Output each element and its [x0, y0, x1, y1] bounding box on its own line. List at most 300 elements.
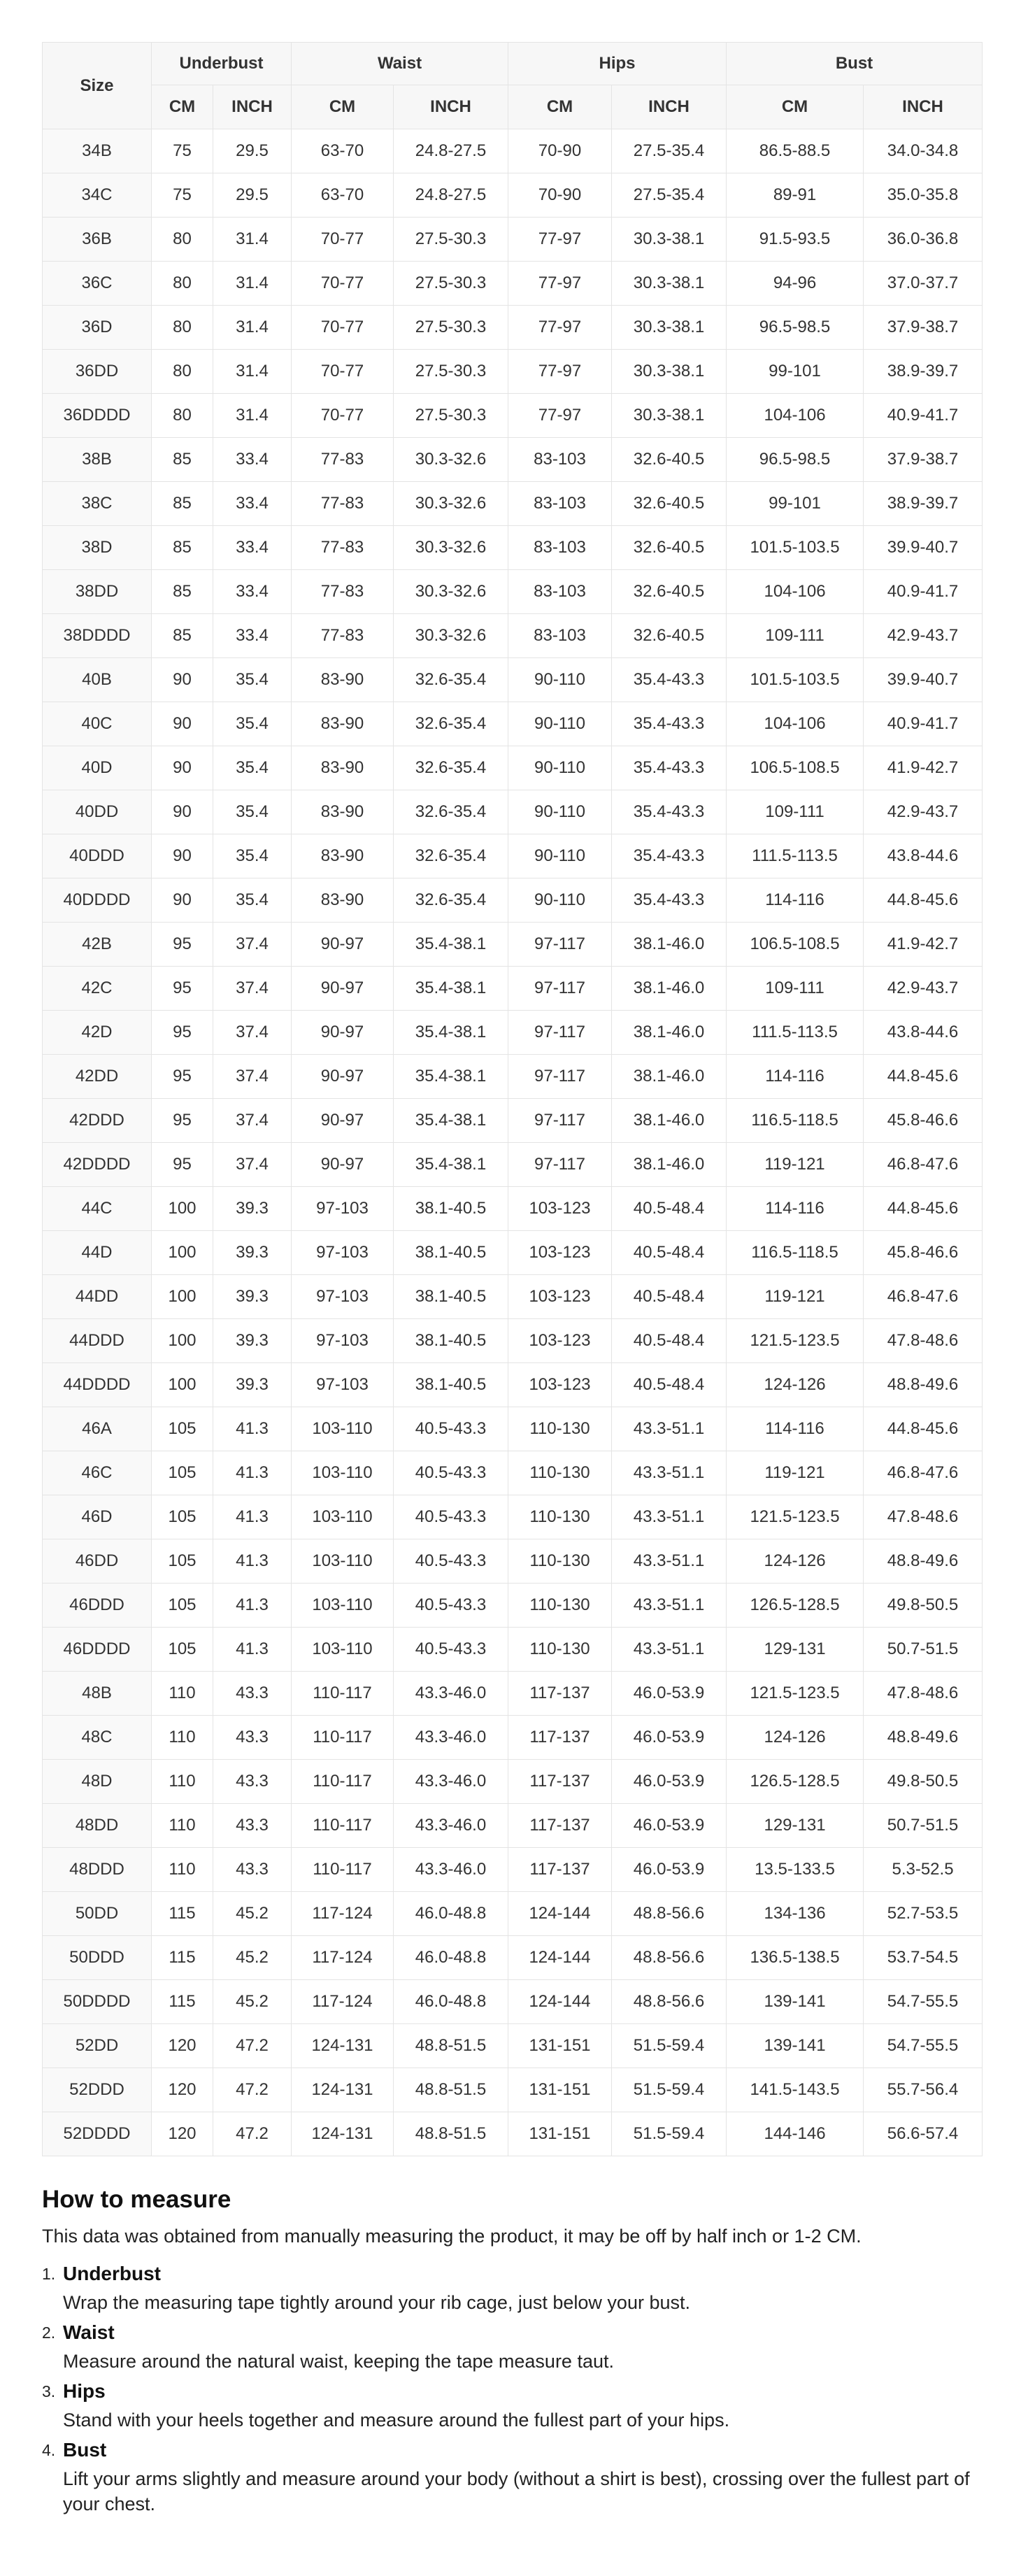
waist-inch-cell: 32.6-35.4	[394, 658, 508, 702]
size-cell: 42DDD	[43, 1099, 152, 1143]
waist-inch-cell: 30.3-32.6	[394, 438, 508, 482]
size-cell: 46C	[43, 1451, 152, 1495]
bust-cm-cell: 101.5-103.5	[727, 658, 864, 702]
bust-inch-cell: 43.8-44.6	[864, 1011, 983, 1055]
bust-inch-cell: 48.8-49.6	[864, 1539, 983, 1584]
bust-inch-cell: 40.9-41.7	[864, 702, 983, 746]
underbust-cm-cell: 85	[152, 570, 213, 614]
size-cell: 44DDD	[43, 1319, 152, 1363]
hips-inch-cell: 38.1-46.0	[612, 1099, 727, 1143]
size-cell: 42D	[43, 1011, 152, 1055]
underbust-cm-cell: 90	[152, 746, 213, 790]
bust-cm-cell: 86.5-88.5	[727, 129, 864, 173]
bust-inch-cell: 37.0-37.7	[864, 262, 983, 306]
bust-cm-cell: 126.5-128.5	[727, 1760, 864, 1804]
bust-inch-cell: 47.8-48.6	[864, 1319, 983, 1363]
size-cell: 38C	[43, 482, 152, 526]
hips-cm-cell: 117-137	[508, 1716, 612, 1760]
underbust-cm-cell: 80	[152, 350, 213, 394]
waist-inch-cell: 30.3-32.6	[394, 570, 508, 614]
underbust-cm-cell: 75	[152, 173, 213, 218]
bust-inch-cell: 37.9-38.7	[864, 306, 983, 350]
bust-cm-cell: 114-116	[727, 1407, 864, 1451]
underbust-inch-cell: 33.4	[213, 570, 292, 614]
underbust-inch-cell: 39.3	[213, 1363, 292, 1407]
bust-inch-cell: 43.8-44.6	[864, 834, 983, 878]
underbust-inch-cell: 47.2	[213, 2112, 292, 2156]
table-row	[43, 438, 983, 482]
underbust-cm-cell: 75	[152, 129, 213, 173]
size-cell: 50DDDD	[43, 1980, 152, 2024]
hips-inch-cell: 35.4-43.3	[612, 834, 727, 878]
hips-cm-cell: 90-110	[508, 658, 612, 702]
underbust-cm-cell: 110	[152, 1672, 213, 1716]
waist-inch-cell: 27.5-30.3	[394, 218, 508, 262]
underbust-inch-cell: 37.4	[213, 1055, 292, 1099]
hips-inch-cell: 38.1-46.0	[612, 967, 727, 1011]
hips-cm-cell: 77-97	[508, 218, 612, 262]
waist-inch-cell: 35.4-38.1	[394, 1055, 508, 1099]
underbust-cm-cell: 85	[152, 482, 213, 526]
bust-cm-cell: 144-146	[727, 2112, 864, 2156]
bust-inch-cell: 39.9-40.7	[864, 658, 983, 702]
waist-inch-cell: 35.4-38.1	[394, 967, 508, 1011]
unit-header: INCH	[213, 85, 292, 129]
size-cell: 42C	[43, 967, 152, 1011]
hips-inch-cell: 27.5-35.4	[612, 173, 727, 218]
hips-inch-cell: 43.3-51.1	[612, 1628, 727, 1672]
waist-cm-cell: 110-117	[292, 1848, 394, 1892]
step-number: 2.	[42, 2324, 56, 2342]
size-cell: 40B	[43, 658, 152, 702]
waist-cm-cell: 103-110	[292, 1628, 394, 1672]
bust-inch-cell: 41.9-42.7	[864, 923, 983, 967]
hips-cm-cell: 90-110	[508, 746, 612, 790]
bust-inch-cell: 45.8-46.6	[864, 1231, 983, 1275]
waist-cm-cell: 77-83	[292, 482, 394, 526]
underbust-cm-cell: 105	[152, 1584, 213, 1628]
waist-inch-cell: 43.3-46.0	[394, 1760, 508, 1804]
size-cell: 42DDDD	[43, 1143, 152, 1187]
underbust-cm-cell: 95	[152, 1099, 213, 1143]
hips-cm-cell: 110-130	[508, 1407, 612, 1451]
underbust-inch-cell: 31.4	[213, 306, 292, 350]
waist-inch-cell: 38.1-40.5	[394, 1275, 508, 1319]
hips-cm-cell: 131-151	[508, 2068, 612, 2112]
size-cell: 38DD	[43, 570, 152, 614]
hips-cm-cell: 77-97	[508, 394, 612, 438]
waist-cm-cell: 90-97	[292, 1011, 394, 1055]
table-row	[43, 1539, 983, 1584]
waist-cm-cell: 97-103	[292, 1275, 394, 1319]
size-cell: 36DD	[43, 350, 152, 394]
hips-cm-cell: 110-130	[508, 1628, 612, 1672]
bust-cm-cell: 121.5-123.5	[727, 1672, 864, 1716]
size-cell: 52DDDD	[43, 2112, 152, 2156]
underbust-cm-cell: 110	[152, 1716, 213, 1760]
underbust-inch-cell: 35.4	[213, 746, 292, 790]
waist-inch-cell: 40.5-43.3	[394, 1539, 508, 1584]
size-cell: 48B	[43, 1672, 152, 1716]
waist-cm-cell: 77-83	[292, 614, 394, 658]
hips-cm-cell: 117-137	[508, 1804, 612, 1848]
waist-cm-cell: 83-90	[292, 746, 394, 790]
underbust-inch-cell: 37.4	[213, 923, 292, 967]
waist-inch-cell: 48.8-51.5	[394, 2112, 508, 2156]
bust-cm-cell: 141.5-143.5	[727, 2068, 864, 2112]
bust-inch-cell: 54.7-55.5	[864, 1980, 983, 2024]
waist-cm-cell: 103-110	[292, 1584, 394, 1628]
bust-cm-cell: 124-126	[727, 1539, 864, 1584]
waist-cm-cell: 90-97	[292, 967, 394, 1011]
hips-cm-cell: 97-117	[508, 967, 612, 1011]
size-cell: 40DDD	[43, 834, 152, 878]
waist-cm-cell: 97-103	[292, 1187, 394, 1231]
bust-cm-cell: 126.5-128.5	[727, 1584, 864, 1628]
underbust-inch-cell: 41.3	[213, 1451, 292, 1495]
bust-cm-cell: 96.5-98.5	[727, 438, 864, 482]
table-row	[43, 1319, 983, 1363]
waist-cm-cell: 97-103	[292, 1363, 394, 1407]
size-cell: 38B	[43, 438, 152, 482]
size-cell: 46DDDD	[43, 1628, 152, 1672]
underbust-inch-cell: 29.5	[213, 129, 292, 173]
underbust-inch-cell: 33.4	[213, 438, 292, 482]
table-row	[43, 923, 983, 967]
hips-cm-cell: 103-123	[508, 1231, 612, 1275]
underbust-cm-cell: 95	[152, 1143, 213, 1187]
how-to-measure-section	[42, 2184, 982, 2521]
hips-inch-cell: 30.3-38.1	[612, 394, 727, 438]
waist-cm-cell: 103-110	[292, 1539, 394, 1584]
table-row	[43, 1187, 983, 1231]
unit-header: CM	[152, 85, 213, 129]
bust-cm-cell: 111.5-113.5	[727, 1011, 864, 1055]
waist-inch-cell: 43.3-46.0	[394, 1716, 508, 1760]
underbust-cm-cell: 100	[152, 1275, 213, 1319]
hips-cm-cell: 124-144	[508, 1980, 612, 2024]
size-chart-table	[42, 42, 983, 2156]
waist-cm-cell: 90-97	[292, 923, 394, 967]
size-cell: 38DDDD	[43, 614, 152, 658]
bust-cm-cell: 121.5-123.5	[727, 1495, 864, 1539]
hips-cm-cell: 131-151	[508, 2112, 612, 2156]
bust-header: Bust	[727, 43, 983, 85]
hips-cm-cell: 117-137	[508, 1848, 612, 1892]
hips-inch-cell: 48.8-56.6	[612, 1980, 727, 2024]
waist-inch-cell: 46.0-48.8	[394, 1892, 508, 1936]
bust-cm-cell: 119-121	[727, 1451, 864, 1495]
size-header: Size	[43, 43, 152, 129]
size-cell: 44DDDD	[43, 1363, 152, 1407]
table-row	[43, 306, 983, 350]
underbust-cm-cell: 95	[152, 1055, 213, 1099]
waist-inch-cell: 43.3-46.0	[394, 1672, 508, 1716]
size-cell: 36B	[43, 218, 152, 262]
underbust-inch-cell: 41.3	[213, 1539, 292, 1584]
bust-inch-cell: 46.8-47.6	[864, 1143, 983, 1187]
hips-cm-cell: 90-110	[508, 834, 612, 878]
waist-inch-cell: 40.5-43.3	[394, 1628, 508, 1672]
hips-cm-cell: 117-137	[508, 1760, 612, 1804]
underbust-inch-cell: 43.3	[213, 1760, 292, 1804]
waist-cm-cell: 70-77	[292, 306, 394, 350]
table-row	[43, 218, 983, 262]
bust-cm-cell: 104-106	[727, 702, 864, 746]
hips-cm-cell: 77-97	[508, 350, 612, 394]
size-cell: 40DDDD	[43, 878, 152, 923]
waist-cm-cell: 83-90	[292, 658, 394, 702]
bust-cm-cell: 121.5-123.5	[727, 1319, 864, 1363]
waist-cm-cell: 117-124	[292, 1892, 394, 1936]
waist-cm-cell: 124-131	[292, 2068, 394, 2112]
size-cell: 46DDD	[43, 1584, 152, 1628]
waist-cm-cell: 83-90	[292, 702, 394, 746]
underbust-inch-cell: 43.3	[213, 1716, 292, 1760]
bust-inch-cell: 49.8-50.5	[864, 1760, 983, 1804]
hips-inch-cell: 30.3-38.1	[612, 218, 727, 262]
bust-cm-cell: 119-121	[727, 1143, 864, 1187]
underbust-inch-cell: 33.4	[213, 482, 292, 526]
bust-inch-cell: 45.8-46.6	[864, 1099, 983, 1143]
size-cell: 52DD	[43, 2024, 152, 2068]
underbust-cm-cell: 115	[152, 1936, 213, 1980]
waist-cm-cell: 110-117	[292, 1760, 394, 1804]
underbust-inch-cell: 47.2	[213, 2068, 292, 2112]
underbust-cm-cell: 90	[152, 658, 213, 702]
waist-cm-cell: 97-103	[292, 1231, 394, 1275]
table-row	[43, 1143, 983, 1187]
hips-inch-cell: 32.6-40.5	[612, 570, 727, 614]
waist-cm-cell: 77-83	[292, 526, 394, 570]
underbust-cm-cell: 120	[152, 2024, 213, 2068]
underbust-inch-cell: 43.3	[213, 1804, 292, 1848]
underbust-cm-cell: 110	[152, 1848, 213, 1892]
bust-inch-cell: 47.8-48.6	[864, 1672, 983, 1716]
waist-inch-cell: 43.3-46.0	[394, 1848, 508, 1892]
waist-cm-cell: 63-70	[292, 129, 394, 173]
table-row	[43, 1363, 983, 1407]
hips-cm-cell: 90-110	[508, 702, 612, 746]
size-cell: 40DD	[43, 790, 152, 834]
waist-inch-cell: 38.1-40.5	[394, 1363, 508, 1407]
bust-cm-cell: 13.5-133.5	[727, 1848, 864, 1892]
hips-inch-cell: 43.3-51.1	[612, 1407, 727, 1451]
waist-cm-cell: 70-77	[292, 394, 394, 438]
table-row	[43, 394, 983, 438]
hips-cm-cell: 103-123	[508, 1187, 612, 1231]
waist-inch-cell: 46.0-48.8	[394, 1980, 508, 2024]
underbust-inch-cell: 29.5	[213, 173, 292, 218]
waist-cm-cell: 83-90	[292, 790, 394, 834]
table-row	[43, 1407, 983, 1451]
waist-cm-cell: 97-103	[292, 1319, 394, 1363]
size-cell: 38D	[43, 526, 152, 570]
bust-cm-cell: 109-111	[727, 614, 864, 658]
underbust-cm-cell: 80	[152, 218, 213, 262]
bust-inch-cell: 42.9-43.7	[864, 967, 983, 1011]
hips-inch-cell: 51.5-59.4	[612, 2112, 727, 2156]
underbust-inch-cell: 45.2	[213, 1892, 292, 1936]
underbust-cm-cell: 120	[152, 2112, 213, 2156]
bust-inch-cell: 42.9-43.7	[864, 614, 983, 658]
unit-header: INCH	[394, 85, 508, 129]
underbust-cm-cell: 105	[152, 1451, 213, 1495]
hips-cm-cell: 70-90	[508, 129, 612, 173]
waist-inch-cell: 40.5-43.3	[394, 1495, 508, 1539]
underbust-inch-cell: 41.3	[213, 1495, 292, 1539]
waist-inch-cell: 40.5-43.3	[394, 1407, 508, 1451]
underbust-cm-cell: 90	[152, 702, 213, 746]
bust-inch-cell: 50.7-51.5	[864, 1628, 983, 1672]
underbust-inch-cell: 43.3	[213, 1672, 292, 1716]
table-row	[43, 262, 983, 306]
step-title: Hips	[63, 2380, 106, 2402]
underbust-cm-cell: 120	[152, 2068, 213, 2112]
table-row	[43, 350, 983, 394]
table-header	[43, 43, 983, 129]
waist-inch-cell: 40.5-43.3	[394, 1584, 508, 1628]
hips-inch-cell: 46.0-53.9	[612, 1848, 727, 1892]
underbust-inch-cell: 37.4	[213, 1143, 292, 1187]
table-row	[43, 1980, 983, 2024]
waist-inch-cell: 27.5-30.3	[394, 394, 508, 438]
hips-cm-cell: 90-110	[508, 878, 612, 923]
waist-cm-cell: 77-83	[292, 438, 394, 482]
header-group-row	[43, 43, 983, 85]
waist-inch-cell: 48.8-51.5	[394, 2068, 508, 2112]
hips-cm-cell: 97-117	[508, 1099, 612, 1143]
waist-cm-cell: 117-124	[292, 1980, 394, 2024]
size-cell: 50DDD	[43, 1936, 152, 1980]
waist-inch-cell: 35.4-38.1	[394, 923, 508, 967]
hips-inch-cell: 46.0-53.9	[612, 1760, 727, 1804]
waist-cm-cell: 103-110	[292, 1495, 394, 1539]
bust-cm-cell: 139-141	[727, 2024, 864, 2068]
hips-inch-cell: 38.1-46.0	[612, 1011, 727, 1055]
size-cell: 36DDDD	[43, 394, 152, 438]
table-row	[43, 1628, 983, 1672]
bust-inch-cell: 52.7-53.5	[864, 1892, 983, 1936]
hips-cm-cell: 103-123	[508, 1363, 612, 1407]
size-cell: 46D	[43, 1495, 152, 1539]
underbust-cm-cell: 105	[152, 1628, 213, 1672]
table-row	[43, 129, 983, 173]
hips-cm-cell: 97-117	[508, 1143, 612, 1187]
bust-cm-cell: 114-116	[727, 878, 864, 923]
hips-cm-cell: 110-130	[508, 1451, 612, 1495]
hips-inch-cell: 30.3-38.1	[612, 306, 727, 350]
table-row	[43, 878, 983, 923]
table-row	[43, 1936, 983, 1980]
underbust-cm-cell: 85	[152, 614, 213, 658]
hips-cm-cell: 83-103	[508, 482, 612, 526]
bust-inch-cell: 40.9-41.7	[864, 570, 983, 614]
bust-inch-cell: 54.7-55.5	[864, 2024, 983, 2068]
waist-cm-cell: 70-77	[292, 350, 394, 394]
table-row	[43, 1011, 983, 1055]
hips-inch-cell: 40.5-48.4	[612, 1363, 727, 1407]
waist-inch-cell: 27.5-30.3	[394, 350, 508, 394]
bust-inch-cell: 56.6-57.4	[864, 2112, 983, 2156]
underbust-inch-cell: 41.3	[213, 1628, 292, 1672]
measure-step	[42, 2378, 982, 2433]
underbust-cm-cell: 105	[152, 1407, 213, 1451]
underbust-inch-cell: 37.4	[213, 1099, 292, 1143]
hips-cm-cell: 77-97	[508, 262, 612, 306]
underbust-inch-cell: 33.4	[213, 614, 292, 658]
bust-inch-cell: 47.8-48.6	[864, 1495, 983, 1539]
underbust-inch-cell: 41.3	[213, 1407, 292, 1451]
hips-cm-cell: 90-110	[508, 790, 612, 834]
size-cell: 48D	[43, 1760, 152, 1804]
hips-inch-cell: 51.5-59.4	[612, 2024, 727, 2068]
bust-cm-cell: 116.5-118.5	[727, 1231, 864, 1275]
size-cell: 36C	[43, 262, 152, 306]
hips-inch-cell: 43.3-51.1	[612, 1451, 727, 1495]
hips-cm-cell: 124-144	[508, 1936, 612, 1980]
hips-cm-cell: 103-123	[508, 1275, 612, 1319]
header-unit-row	[43, 85, 983, 129]
size-cell: 42B	[43, 923, 152, 967]
size-cell: 50DD	[43, 1892, 152, 1936]
underbust-inch-cell: 35.4	[213, 834, 292, 878]
hips-cm-cell: 110-130	[508, 1495, 612, 1539]
hips-inch-cell: 40.5-48.4	[612, 1231, 727, 1275]
bust-cm-cell: 116.5-118.5	[727, 1099, 864, 1143]
table-row	[43, 1451, 983, 1495]
bust-inch-cell: 49.8-50.5	[864, 1584, 983, 1628]
waist-inch-cell: 35.4-38.1	[394, 1143, 508, 1187]
bust-inch-cell: 34.0-34.8	[864, 129, 983, 173]
waist-cm-cell: 83-90	[292, 834, 394, 878]
hips-cm-cell: 117-137	[508, 1672, 612, 1716]
bust-cm-cell: 99-101	[727, 482, 864, 526]
underbust-inch-cell: 39.3	[213, 1187, 292, 1231]
underbust-cm-cell: 115	[152, 1892, 213, 1936]
waist-inch-cell: 27.5-30.3	[394, 306, 508, 350]
bust-inch-cell: 44.8-45.6	[864, 1187, 983, 1231]
underbust-cm-cell: 100	[152, 1363, 213, 1407]
underbust-cm-cell: 95	[152, 1011, 213, 1055]
hips-inch-cell: 35.4-43.3	[612, 658, 727, 702]
underbust-cm-cell: 90	[152, 878, 213, 923]
underbust-inch-cell: 47.2	[213, 2024, 292, 2068]
size-cell: 48DDD	[43, 1848, 152, 1892]
waist-inch-cell: 38.1-40.5	[394, 1187, 508, 1231]
bust-inch-cell: 37.9-38.7	[864, 438, 983, 482]
bust-inch-cell: 44.8-45.6	[864, 878, 983, 923]
hips-cm-cell: 83-103	[508, 526, 612, 570]
underbust-inch-cell: 35.4	[213, 658, 292, 702]
bust-inch-cell: 42.9-43.7	[864, 790, 983, 834]
waist-cm-cell: 63-70	[292, 173, 394, 218]
table-row	[43, 482, 983, 526]
underbust-cm-cell: 100	[152, 1319, 213, 1363]
table-row	[43, 1584, 983, 1628]
bust-cm-cell: 139-141	[727, 1980, 864, 2024]
waist-cm-cell: 77-83	[292, 570, 394, 614]
underbust-inch-cell: 43.3	[213, 1848, 292, 1892]
table-row	[43, 1231, 983, 1275]
underbust-cm-cell: 85	[152, 526, 213, 570]
unit-header: INCH	[612, 85, 727, 129]
hips-cm-cell: 70-90	[508, 173, 612, 218]
waist-inch-cell: 32.6-35.4	[394, 834, 508, 878]
waist-inch-cell: 35.4-38.1	[394, 1099, 508, 1143]
table-row	[43, 2112, 983, 2156]
table-row	[43, 1055, 983, 1099]
